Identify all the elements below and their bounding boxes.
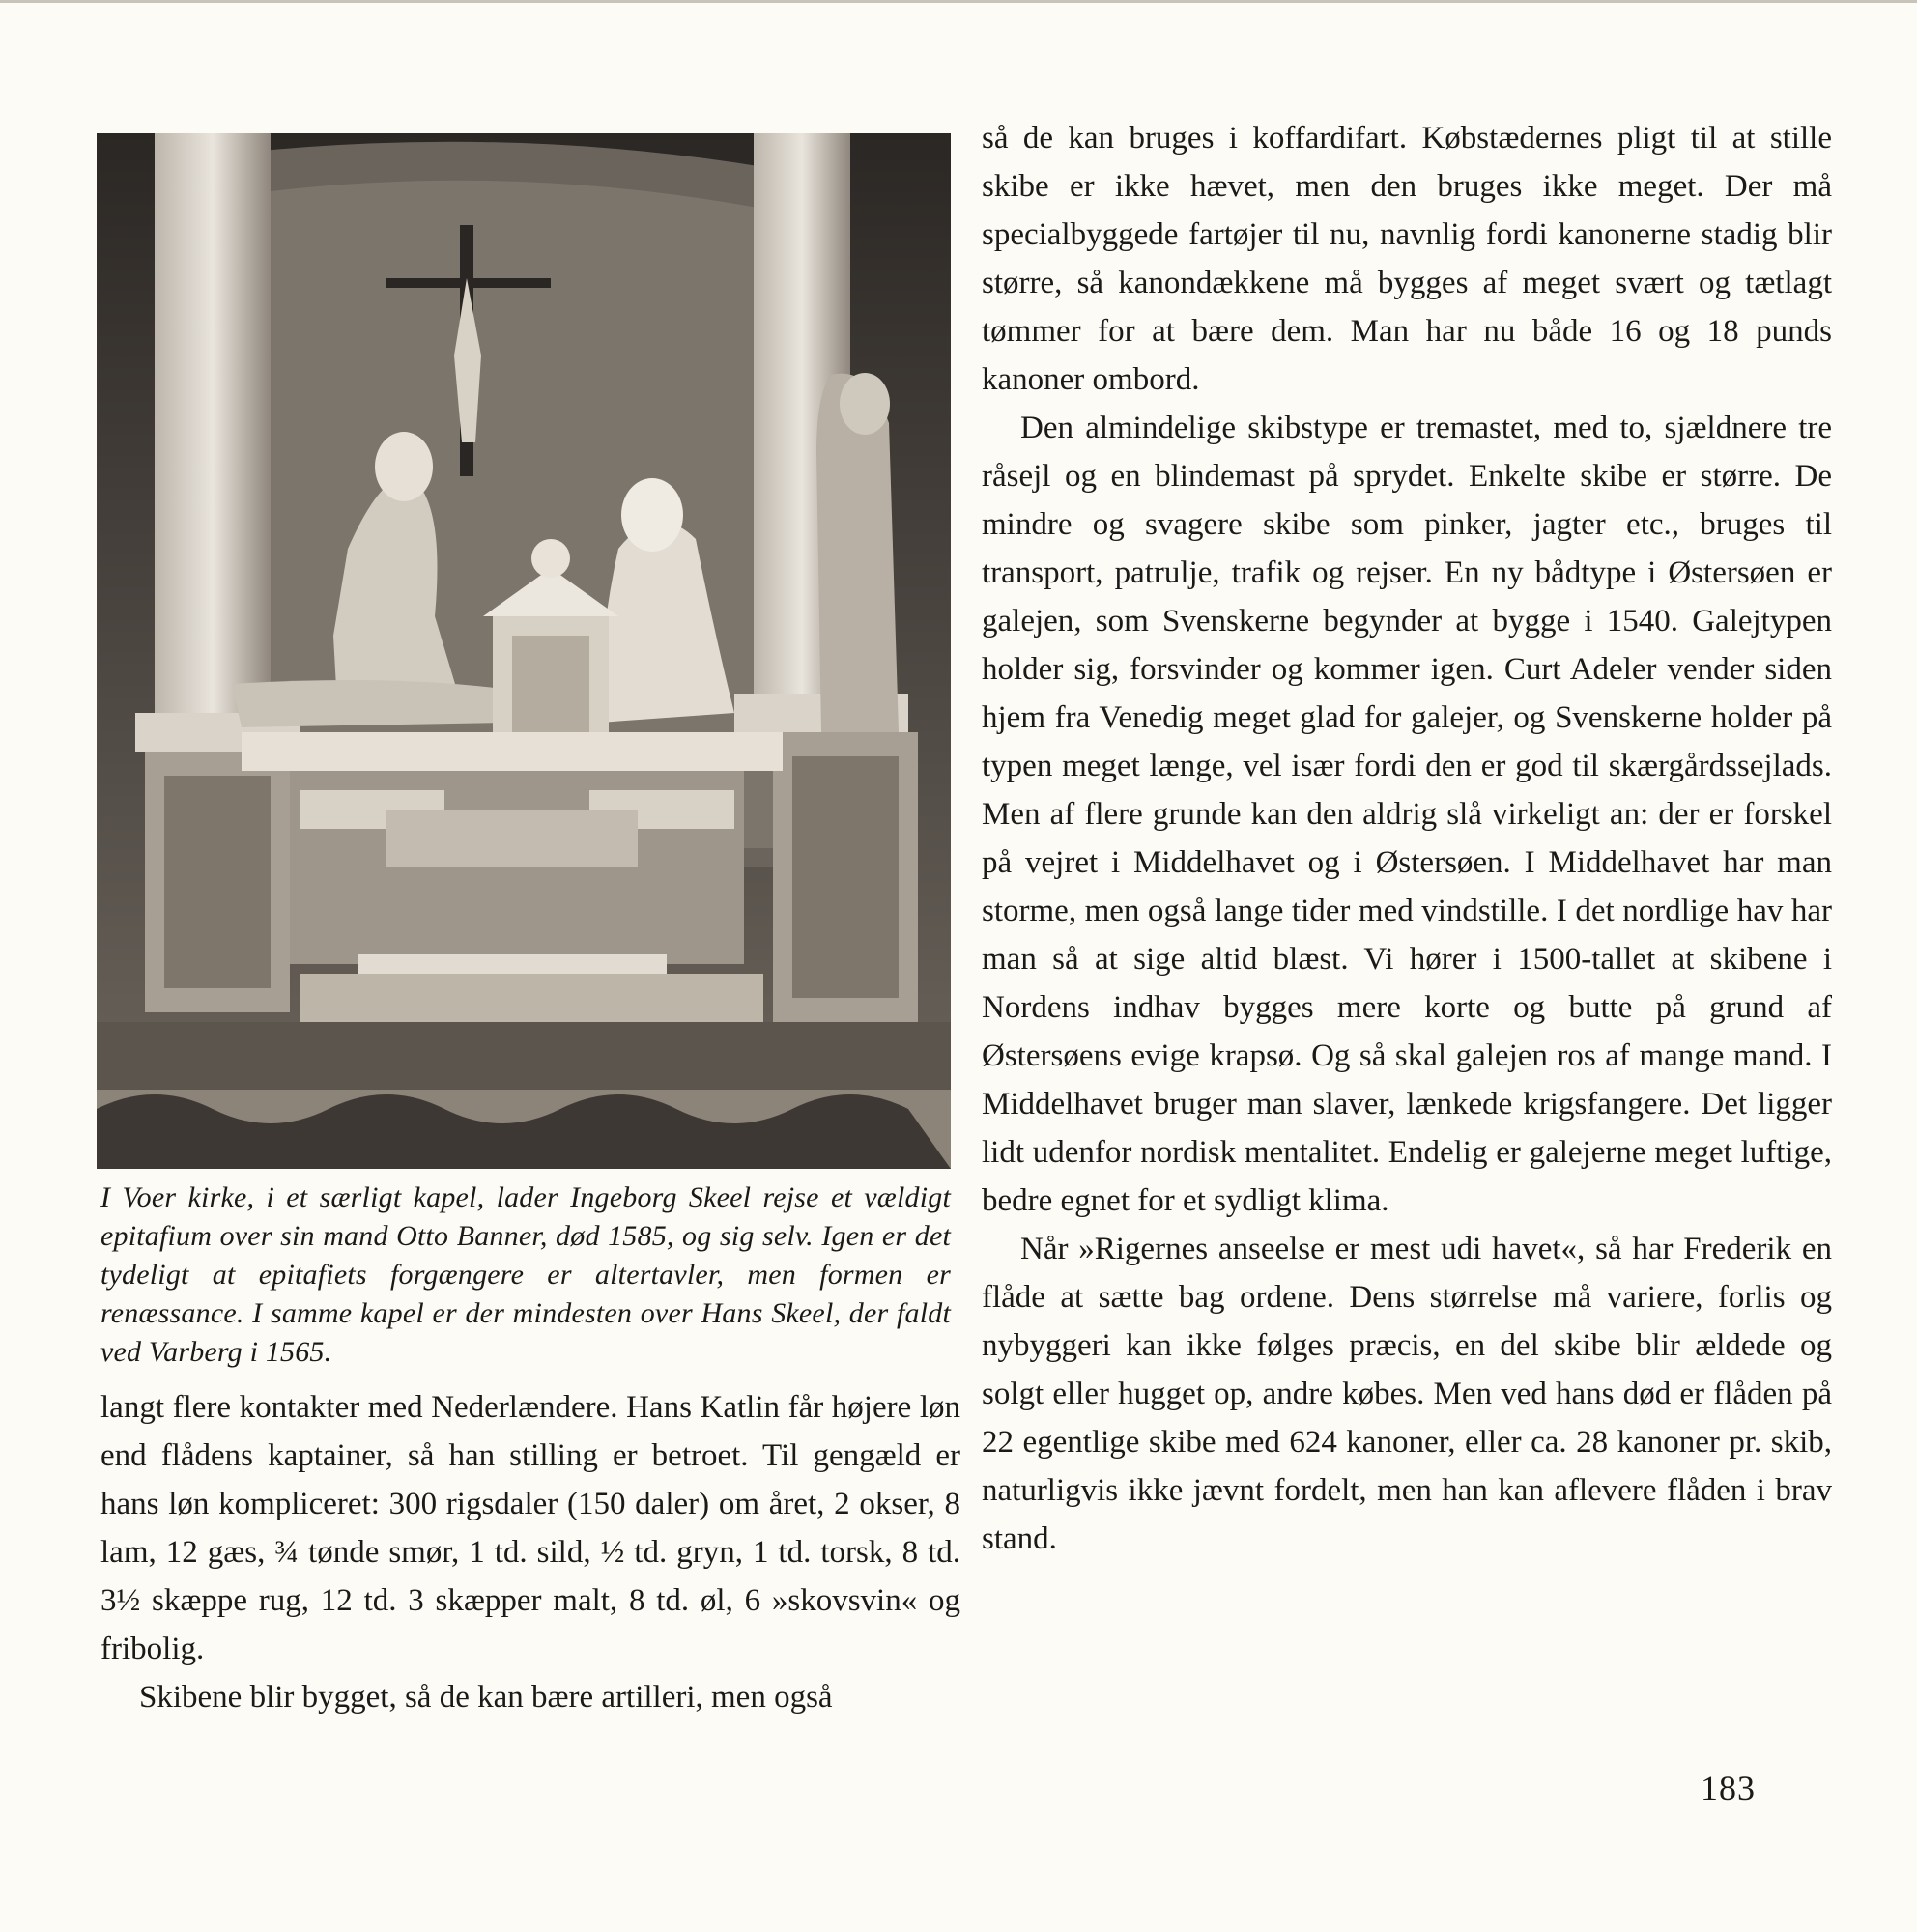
right-paragraph-3: Når »Rigernes anseelse er mest udi havet«, så har Frederik en flåde at sætte bag ordene. Dens størrelse må variere, forlis og nybyggeri kan ikke følges præcis, en del skibe blir ældede og solgt eller hugget op, andre købes. Men ved hans død er flåden på 22 egentlige skibe med 624 kanoner, eller ca. 28 kanoner pr. skib, naturligvis ikke jævnt fordelt, men han kan aflevere flåden i brav stand. bbox=[982, 1232, 1832, 1556]
photo-caption bbox=[100, 1179, 951, 1372]
right-text-column bbox=[982, 114, 1832, 1563]
epitaph-illustration bbox=[97, 133, 951, 1169]
top-edge-rule bbox=[0, 0, 1917, 3]
right-paragraph-1: så de kan bruges i koffardifart. Købstædernes pligt til at stille skibe er ikke hævet, men den bruges ikke meget. Der må specialbyggede fartøjer til nu, navnlig fordi kanonerne stadig blir større, så kanondækkene må bygges af meget svært og tætlagt tømmer for at bære dem. Man har nu både 16 og 18 punds kanoner ombord. bbox=[982, 121, 1832, 397]
left-text-column bbox=[100, 1383, 960, 1721]
caption-text: I Voer kirke, i et særligt kapel, lader Ingeborg Skeel rejse et vældigt epitafium over sin mand Otto Banner, død 1585, og sig selv. Igen er det tydeligt at epitafiets forgængere er altertavler, men formen er renæssance. I samme kapel er der mindesten over Hans Skeel, der faldt ved Varberg i 1565. bbox=[100, 1181, 951, 1368]
left-paragraph-2: Skibene blir bygget, så de kan bære artilleri, men også bbox=[139, 1680, 833, 1715]
page-number: 183 bbox=[1701, 1769, 1756, 1807]
left-paragraph-1: langt flere kontakter med Nederlændere. Hans Katlin får højere løn end flådens kaptainer, så han stilling er betroet. Til gengæld er hans løn kompliceret: 300 rigsdaler (150 daler) om året, 2 okser, 8 lam, 12 gæs, ¾ tønde smør, 1 td. sild, ½ td. gryn, 1 td. torsk, 8 td. 3½ skæppe rug, 12 td. 3 skæpper malt, 8 td. øl, 6 »skovsvin« og fribolig. bbox=[100, 1390, 960, 1666]
right-paragraph-2: Den almindelige skibstype er tremastet, med to, sjældnere tre råsejl og en blindemast på sprydet. Enkelte skibe er større. De mindre og svagere skibe som pinker, jagter etc., bruges til transport, patrulje, trafik og rejser. En ny bådtype i Østersøen er galejen, som Svenskerne begynder at bygge i 1540. Galejtypen holder sig, forsvinder og kommer igen. Curt Adeler vender siden hjem fra Venedig meget glad for galejer, og Svenskerne holder på typen meget længe, vel især fordi den er god til skærgårdssejlads. Men af flere grunde kan den aldrig slå virkeligt an: der er forskel på vejret i Middelhavet og i Østersøen. I Middelhavet har man storme, men også lange tider med vindstille. I det nordlige hav har man så at sige altid blæst. Vi hører i 1500-tallet at skibene i Nordens indhav bygges mere korte og butte på grund af Østersøens evige krapsø. Og så skal galejen ros af mange mand. I Middelhavet bruger man slaver, lænkede krigsfangere. Det ligger lidt udenfor nordisk mentalitet. Endelig er galejerne meget luftige, bedre egnet for et sydligt klima. bbox=[982, 411, 1832, 1218]
epitaph-photograph bbox=[97, 133, 951, 1169]
